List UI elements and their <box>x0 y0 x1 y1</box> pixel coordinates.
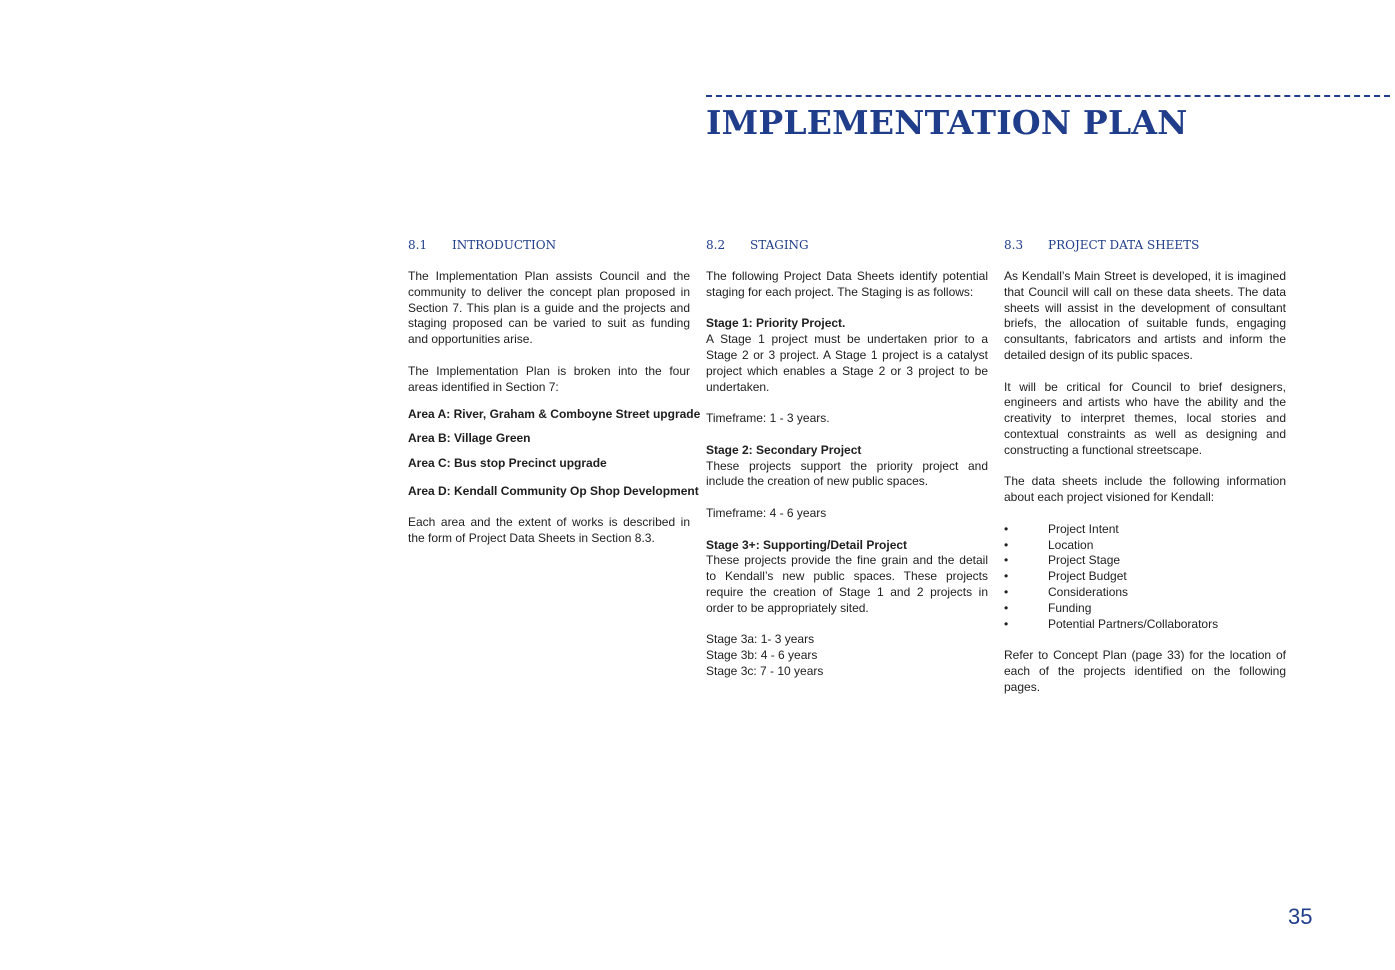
section-title: STAGING <box>750 238 809 252</box>
section-heading <box>1004 237 1286 253</box>
list-item: • Considerations <box>1004 584 1129 599</box>
data-sheet-contents-list <box>1004 522 1286 633</box>
stage-2-block <box>706 443 988 490</box>
stage-1-block <box>706 316 988 395</box>
bullet-icon: • <box>1004 553 1009 568</box>
section-project-data-sheets <box>1004 237 1286 711</box>
stage-3-text: These projects provide the fine grain and the detail to Kendall’s new public spaces. These projects require the creation of Stage 1 and 2 projects in order to be appropriately sited. <box>706 553 988 615</box>
section-introduction <box>408 237 701 563</box>
staging-intro-paragraph: The following Project Data Sheets identify potential staging for each project. The Staging is as follows: <box>706 269 988 299</box>
list-item: • Potential Partners/Collaborators <box>1004 616 1219 631</box>
concept-plan-reference: Refer to Concept Plan (page 33) for the location of each of the projects identified on the following pages. <box>1004 648 1286 694</box>
stage-3-block <box>706 538 988 617</box>
data-sheets-paragraph-3: The data sheets include the following information about each project visioned for Kendall: <box>1004 474 1286 505</box>
bullet-icon: • <box>1004 521 1009 536</box>
bullet-icon: • <box>1004 616 1009 631</box>
section-title: PROJECT DATA SHEETS <box>1048 238 1200 252</box>
dashed-rule <box>706 95 1390 97</box>
section-title: INTRODUCTION <box>452 238 557 252</box>
stage-1-timeframe: Timeframe: 1 - 3 years. <box>706 411 830 426</box>
areas-description-paragraph: Each area and the extent of works is described in the form of Project Data Sheets in Section 8.3. <box>408 515 690 546</box>
data-sheets-paragraph-1: As Kendall’s Main Street is developed, it is imagined that Council will call on these data sheets. The data sheets will assist in the development of consultant briefs, the allocation of suitable funds, engaging consultants, fabricators and artists and inform the detailed design of its public spaces. <box>1004 269 1286 362</box>
stage-2-text: These projects support the priority project and include the creation of new public spaces. <box>706 458 988 489</box>
list-item: • Location <box>1004 537 1094 552</box>
area-a: Area A: River, Graham & Comboyne Street upgrade <box>408 407 701 422</box>
stage-2-timeframe: Timeframe: 4 - 6 years <box>706 505 827 520</box>
stage-3-title: Stage 3+: Supporting/Detail Project <box>706 537 908 552</box>
section-heading <box>408 237 690 253</box>
stage-3b-timeframe: Stage 3b: 4 - 6 years <box>706 648 818 663</box>
list-item: • Project Budget <box>1004 569 1127 584</box>
page-title: IMPLEMENTATION PLAN <box>706 103 1188 142</box>
bullet-icon: • <box>1004 537 1009 552</box>
intro-paragraph: The Implementation Plan assists Council and the community to deliver the concept plan proposed in Section 7. This plan is a guide and the projects and staging proposed can be varied to suit as funding and opportunities arise. <box>408 269 690 347</box>
stage-3-timeframes <box>706 632 988 679</box>
area-c: Area C: Bus stop Precinct upgrade <box>408 455 607 470</box>
section-number: 8.1 <box>408 238 428 252</box>
data-sheets-paragraph-2: It will be critical for Council to brief designers, engineers and artists who have the ability and the creativity to interpret themes, local stories and contextual constraints as well as designing and constructing a functional streetscape. <box>1004 379 1286 457</box>
section-number: 8.2 <box>706 238 726 252</box>
area-b: Area B: Village Green <box>408 431 531 446</box>
stage-3c-timeframe: Stage 3c: 7 - 10 years <box>706 663 824 678</box>
list-item: • Funding <box>1004 600 1092 615</box>
stage-3a-timeframe: Stage 3a: 1- 3 years <box>706 632 815 647</box>
list-item: • Project Stage <box>1004 553 1121 568</box>
section-staging <box>706 237 988 696</box>
section-number: 8.3 <box>1004 238 1024 252</box>
bullet-icon: • <box>1004 584 1009 599</box>
area-d: Area D: Kendall Community Op Shop Development <box>408 483 699 498</box>
stage-1-title: Stage 1: Priority Project. <box>706 316 846 331</box>
areas-intro-paragraph: The Implementation Plan is broken into the four areas identified in Section 7: <box>408 363 690 394</box>
section-heading <box>706 237 988 253</box>
stage-1-text: A Stage 1 project must be undertaken prior to a Stage 2 or 3 project. A Stage 1 project is a catalyst project which enables a Stage 2 or 3 project to be undertaken. <box>706 332 988 394</box>
page-number: 35 <box>1288 904 1313 929</box>
stage-2-title: Stage 2: Secondary Project <box>706 442 862 457</box>
bullet-icon: • <box>1004 569 1009 584</box>
list-item: • Project Intent <box>1004 521 1119 536</box>
bullet-icon: • <box>1004 600 1009 615</box>
